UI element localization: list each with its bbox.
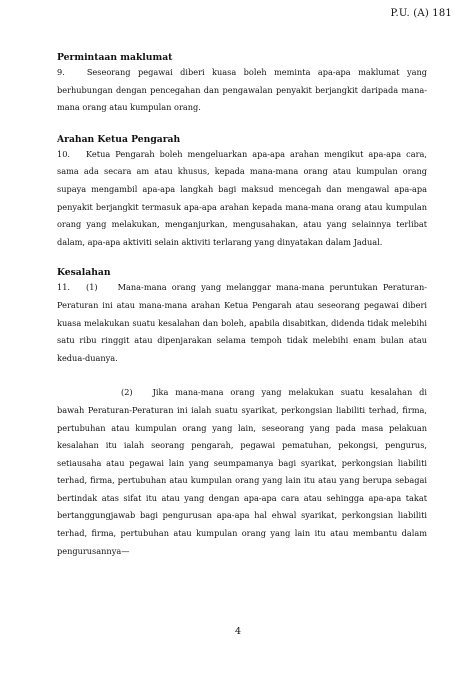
paragraph-text: Ketua Pengarah boleh mengeluarkan apa-apa arahan mengikut apa-apa cara, sama ada secara am atau khusus, kepada mana-mana orang atau kumpulan orang supaya mengambil apa-apa langkah bagi maksud mencegah dan mengawal apa-apa penyakit berjangkit termasuk apa-apa arahan kepada mana-mana orang atau kumpulan orang yang melakukan, menganjurkan, mengusahakan, atau yang selainnya terlibat dalam, apa-apa aktiviti selain aktiviti terlarang yang dinyatakan dalam Jadual. [57,148,427,247]
section-number: 9. [57,67,65,77]
section-permintaan-maklumat [57,52,427,117]
subsection-number: (2) [121,387,133,398]
subsection-paragraph [57,384,427,560]
subsection-number: (1) [86,282,98,293]
section-kesalahan [57,267,427,560]
paragraph-text: Jika mana-mana orang yang melakukan suatu kesalahan di bawah Peraturan-Peraturan ini ialah suatu syarikat, perkongsian liabiliti terhad, firma, pertubuhan atau kumpulan orang yang lain, seseorang yang pada masa pelakuan kesalahan itu ialah seorang pengarah, pegawai pematuhan, pekongsi, pengurus, setiausaha atau pegawai lain yang seumpamanya bagi syarikat, perkongsian liabiliti terhad, firma, pertubuhan atau kumpulan orang yang lain itu atau yang berupa sebagai bertindak atas sifat itu atau yang dengan apa-apa cara atau sehingga apa-apa takat bertanggungjawab bagi pengurusan apa-apa hal ehwal syarikat, perkongsian liabiliti terhad, firma, pertubuhan atau kumpulan orang yang lain itu atau membantu dalam pengurusannya— [57,387,427,556]
page-number: 4 [234,626,242,637]
section-paragraph [57,64,427,117]
paragraph-text: Mana-mana orang yang melanggar mana-mana peruntukan Peraturan-Peraturan ini atau mana-mana arahan Ketua Pengarah atau seseorang pegawai diberi kuasa melakukan suatu kesalahan dan boleh, apabila disabitkan, didenda tidak melebihi satu ribu ringgit atau dipenjarakan selama tempoh tidak melebihi enam bulan atau kedua-duanya. [57,282,427,363]
paragraph-text: Seseorang pegawai diberi kuasa boleh meminta apa-apa maklumat yang berhubungan dengan pencegahan dan pengawalan penyakit berjangkit daripada mana-mana orang atau kumpulan orang. [57,67,427,113]
section-number: 11. [57,282,71,293]
document-body [57,52,427,560]
section-paragraph [57,146,427,252]
section-heading: Permintaan maklumat [57,52,173,63]
document-reference: P.U. (A) 181 [390,8,452,19]
section-arahan-ketua-pengarah [57,134,427,252]
section-paragraph [57,279,427,367]
section-heading: Arahan Ketua Pengarah [57,133,181,145]
section-number: 10. [57,148,71,159]
section-heading: Kesalahan [57,267,111,279]
